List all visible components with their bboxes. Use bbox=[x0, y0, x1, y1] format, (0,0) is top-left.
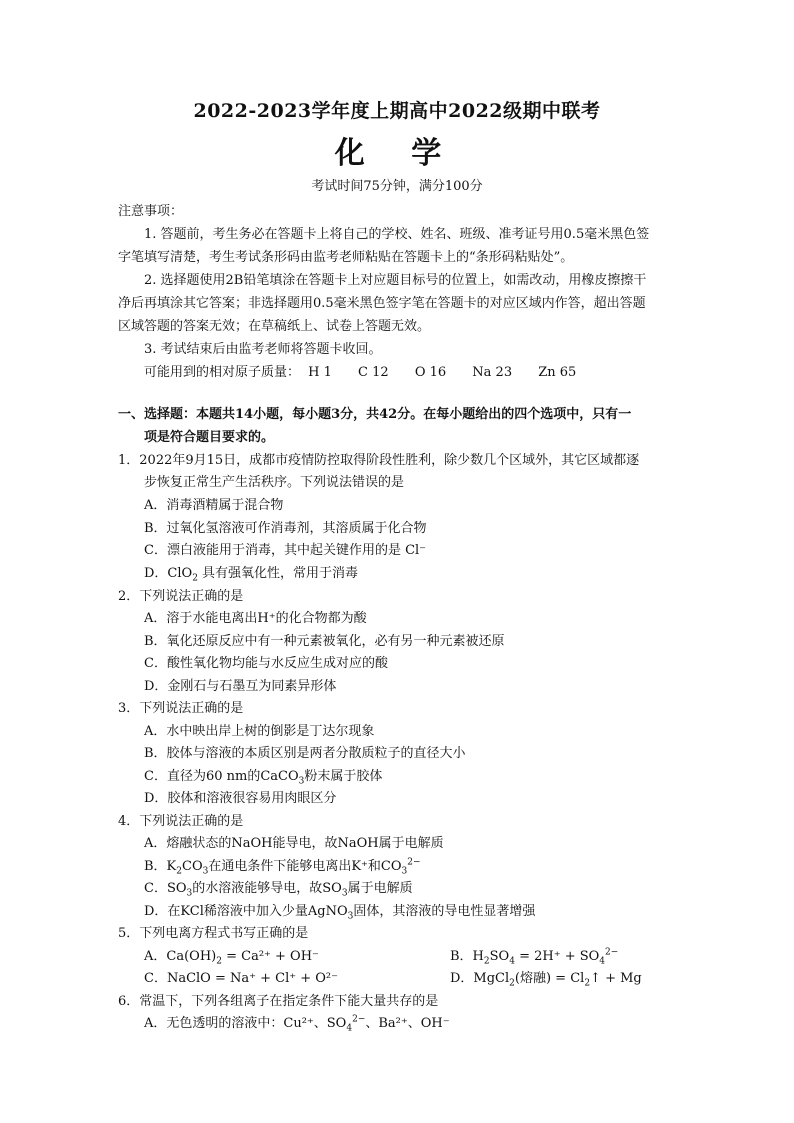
q1-option-c: C．漂白液能用于消毒，其中起关键作用的是 Cl⁻ bbox=[144, 543, 427, 558]
q1-stem-line-2: 步恢复正常生产生活秩序。下列说法错误的是 bbox=[144, 475, 405, 490]
q4-option-c: C．$SO_3$的水溶液能够导电，故$SO_3$属于电解质 bbox=[144, 881, 413, 899]
atomic-mass-na: Na 23 bbox=[472, 365, 513, 380]
q4-option-a: A．熔融状态的NaOH能导电，故NaOH属于电解质 bbox=[144, 836, 444, 851]
atomic-mass-h: H 1 bbox=[308, 365, 332, 380]
note-2-line-1: 2. 选择题使用2B铅笔填涂在答题卡上对应题目标号的位置上，如需改动，用橡皮擦擦干 bbox=[144, 273, 647, 288]
note-3: 3. 考试结束后由监考老师将答题卡收回。 bbox=[144, 342, 382, 357]
q2-option-a: A．溶于水能电离出H⁺的化合物都为酸 bbox=[144, 611, 367, 626]
exam-time-info: 考试时间75分钟，满分100分 bbox=[311, 179, 483, 194]
q1-option-b: B．过氧化氢溶液可作消毒剂，其溶质属于化合物 bbox=[144, 521, 427, 536]
note-1-line-2: 字笔填写清楚，考生考试条形码由监考老师粘贴在答题卡上的“条形码粘贴处”。 bbox=[118, 250, 574, 265]
q1-option-d: D．ClO$_2$ 具有强氧化性，常用于消毒 bbox=[144, 566, 359, 584]
q6-stem: 6．常温下，下列各组离子在指定条件下能大量共存的是 bbox=[118, 994, 439, 1009]
atomic-mass-list bbox=[144, 362, 598, 384]
q5-option-c: C．NaClO = Na⁺ + Cl⁺ + O²⁻ bbox=[144, 971, 338, 986]
q4-stem: 4．下列说法正确的是 bbox=[118, 814, 244, 829]
notes-heading: 注意事项： bbox=[118, 204, 184, 219]
q3-option-b: B．胶体与溶液的本质区别是两者分散质粒子的直径大小 bbox=[144, 746, 466, 761]
atomic-mass-c: C 12 bbox=[358, 365, 389, 380]
q1-stem-line-1: 1．2022年9月15日，成都市疫情防控取得阶段性胜利，除少数几个区域外，其它区域都逐 bbox=[118, 453, 640, 468]
note-1-line-1: 1. 答题前，考生务必在答题卡上将自己的学校、姓名、班级、准考证号用0.5毫米黑色签 bbox=[144, 227, 650, 242]
q5-option-a: A．$Ca(OH)_2 = Ca^{2+} + OH^-$ bbox=[144, 949, 319, 967]
q4-option-d: D．在KCl稀溶液中加入少量AgNO$_3$固体，其溶液的导电性显著增强 bbox=[144, 904, 536, 922]
q3-stem: 3．下列说法正确的是 bbox=[118, 701, 244, 716]
q4-option-b: B．$K_2CO_3$在通电条件下能够电离出K⁺和$CO_3^{2-}$ bbox=[144, 857, 421, 877]
section-heading-line-1: 一、选择题：本题共14小题，每小题3分，共42分。在每小题给出的四个选项中，只有一 bbox=[118, 407, 632, 422]
q3-option-a: A．水中映出岸上树的倒影是丁达尔现象 bbox=[144, 724, 375, 739]
q2-option-c: C．酸性氧化物均能与水反应生成对应的酸 bbox=[144, 656, 388, 671]
atomic-mass-o: O 16 bbox=[414, 365, 447, 380]
q5-stem: 5．下列电离方程式书写正确的是 bbox=[118, 926, 309, 941]
q3-option-c: C．直径为60 nm的CaCO$_3$粉末属于胶体 bbox=[144, 769, 383, 787]
q1-option-a: A．消毒酒精属于混合物 bbox=[144, 498, 284, 513]
section-heading-line-2: 项是符合题目要求的。 bbox=[144, 430, 275, 445]
q5-option-b: B．$H_2SO_4 = 2H^+ + SO_4^{2-}$ bbox=[450, 947, 619, 967]
atomic-mass-label: 可能用到的相对原子质量： bbox=[144, 365, 301, 380]
note-2-line-3: 区域答题的答案无效；在草稿纸上、试卷上答题无效。 bbox=[118, 319, 431, 334]
q2-option-b: B．氧化还原反应中有一种元素被氧化，必有另一种元素被还原 bbox=[144, 634, 505, 649]
atomic-mass-zn: Zn 65 bbox=[538, 365, 577, 380]
q2-option-d: D．金刚石与石墨互为同素异形体 bbox=[144, 679, 337, 694]
exam-title: 2022-2023学年度上期高中2022级期中联考 bbox=[193, 100, 601, 122]
note-2-line-2: 净后再填涂其它答案；非选择题用0.5毫米黑色签字笔在答题卡的对应区域内作答，超出答题 bbox=[118, 296, 646, 311]
q5-option-d: D．MgCl$_2$(熔融) = $Cl_2↑ + Mg$ bbox=[450, 971, 642, 989]
q2-stem: 2．下列说法正确的是 bbox=[118, 589, 244, 604]
q6-option-a: A．无色透明的溶液中：Cu²⁺、$SO_4^{2-}$、Ba²⁺、OH⁻ bbox=[144, 1014, 450, 1034]
q3-option-d: D．胶体和溶液很容易用肉眼区分 bbox=[144, 791, 337, 806]
subject-title: 化 学 bbox=[334, 136, 460, 171]
